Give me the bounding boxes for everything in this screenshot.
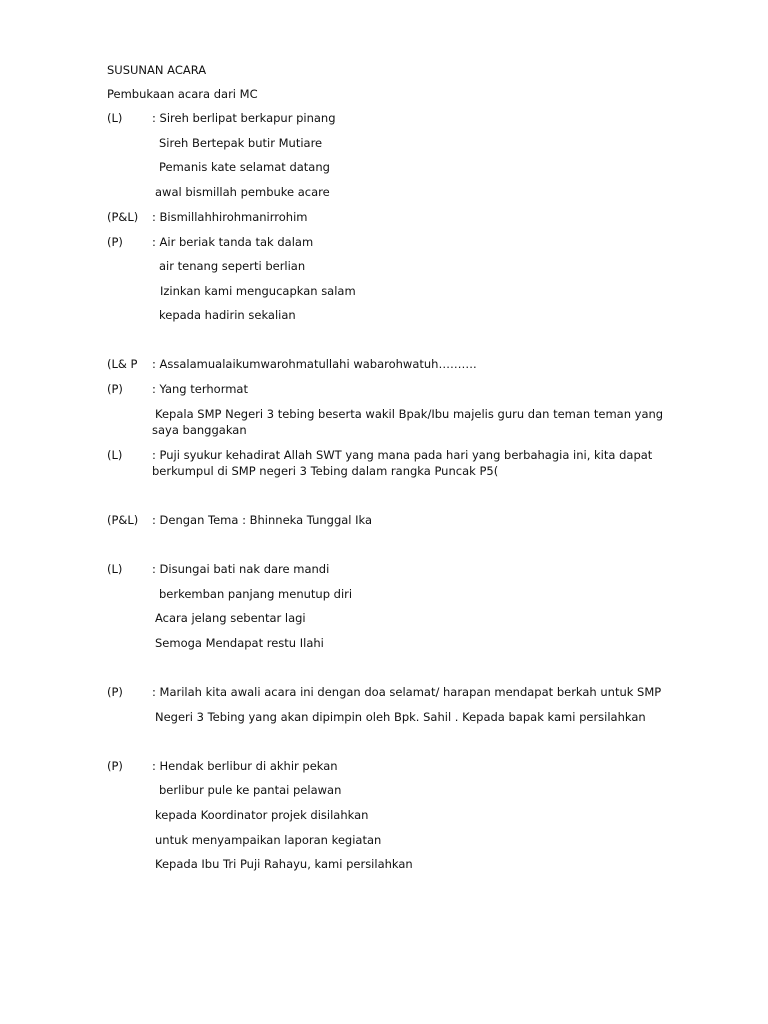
document-title: SUSUNAN ACARA: [107, 63, 207, 77]
line-text: berlibur pule ke pantai pelawan: [159, 783, 342, 797]
document-subtitle: Pembukaan acara dari MC: [107, 87, 258, 101]
line-text: Sireh Bertepak butir Mutiare: [159, 136, 323, 150]
line-text: Izinkan kami mengucapkan salam: [160, 284, 356, 298]
line-text: Negeri 3 Tebing yang akan dipimpin oleh Bpk. Sahil . Kepada bapak kami persilahkan: [155, 710, 646, 724]
line-text: : Assalamualaikumwarohmatullahi wabarohwatuh……….: [152, 357, 477, 371]
line-text: Semoga Mendapat restu Ilahi: [155, 636, 324, 650]
speaker-label: (P): [107, 685, 123, 699]
line-text: : Disungai bati nak dare mandi: [152, 562, 330, 576]
speaker-label: (P&L): [107, 210, 139, 224]
line-text: Kepala SMP Negeri 3 tebing beserta wakil Bpak/Ibu majelis guru dan teman teman yang saya banggakan: [152, 407, 664, 437]
line-text: Pemanis kate selamat datang: [159, 160, 330, 174]
line-text: : Sireh berlipat berkapur pinang: [152, 111, 336, 125]
line-text: untuk menyampaikan laporan kegiatan: [155, 833, 382, 847]
speaker-label: (P): [107, 759, 123, 773]
speaker-label: (L& P: [107, 357, 138, 371]
line-text: : Marilah kita awali acara ini dengan doa selamat/ harapan mendapat berkah untuk SMP: [152, 685, 662, 699]
line-text: : Puji syukur kehadirat Allah SWT yang mana pada hari yang berbahagia ini, kita dapat berkumpul di SMP negeri 3 Tebing dalam rangka Puncak P5(: [152, 448, 653, 478]
speaker-label: (L): [107, 562, 123, 576]
speaker-label: (P): [107, 382, 123, 396]
speaker-label: (L): [107, 111, 123, 125]
line-text: : Air beriak tanda tak dalam: [152, 235, 314, 249]
line-text: Kepada Ibu Tri Puji Rahayu, kami persilahkan: [155, 857, 413, 871]
line-text: : Bismillahhirohmanirrohim: [152, 210, 308, 224]
line-text: : Yang terhormat: [152, 382, 248, 396]
line-text: : Dengan Tema : Bhinneka Tunggal Ika: [152, 513, 373, 527]
line-text: kepada hadirin sekalian: [159, 308, 296, 322]
speaker-label: (L): [107, 448, 123, 462]
line-text: berkemban panjang menutup diri: [159, 587, 353, 601]
speaker-label: (P): [107, 235, 123, 249]
line-text: : Hendak berlibur di akhir pekan: [152, 759, 338, 773]
line-text: awal bismillah pembuke acare: [155, 185, 330, 199]
line-text: Acara jelang sebentar lagi: [155, 611, 306, 625]
speaker-label: (P&L): [107, 513, 139, 527]
line-text: kepada Koordinator projek disilahkan: [155, 808, 369, 822]
line-text: air tenang seperti berlian: [159, 259, 306, 273]
